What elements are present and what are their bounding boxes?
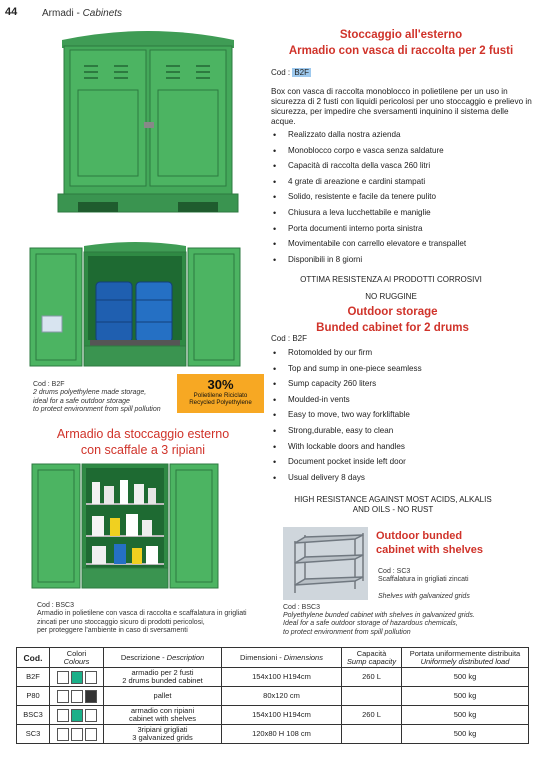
row-description-en: 3 galvanized grids — [132, 733, 193, 742]
row-cod: B2F — [17, 668, 50, 687]
row-cod: SC3 — [17, 725, 50, 744]
list-item: • Usual delivery 8 days — [270, 473, 532, 489]
table-row — [17, 687, 529, 706]
color-swatch — [71, 671, 83, 684]
b2f-title-it-line2: Armadio con vasca di raccolta per 2 fusti — [288, 45, 514, 57]
bsc3-caption-en-line2: Ideal for a safe outdoor storage of hazardous chemicals, — [283, 620, 458, 628]
list-item: • Top and sump in one-piece seamless — [270, 364, 532, 380]
list-item: • Realizzato dalla nostra azienda — [270, 130, 532, 146]
col-dimensions — [222, 648, 342, 668]
col-colors — [50, 648, 104, 668]
row-capacity — [342, 725, 402, 744]
b2f-title-en-line1: Outdoor storage — [347, 306, 438, 318]
table-row — [17, 706, 529, 725]
color-swatch — [85, 690, 97, 703]
row-description-it: armadio con ripiani — [130, 706, 195, 715]
bsc3-caption-line2: zincati per uno stoccaggio sicuro di prodotti pericolosi, — [37, 618, 205, 626]
row-dimensions: 154x100 H194cm — [222, 706, 342, 725]
b2f-title-en-line2: Bunded cabinet for 2 drums — [316, 322, 469, 334]
b2f-caption-line3: to protect environment from spill pollution — [33, 406, 161, 414]
b2f-code — [271, 68, 311, 77]
row-cod: BSC3 — [17, 706, 50, 725]
recycled-label-en: Recycled Polyethylene — [189, 399, 252, 406]
bsc3-cabinet-image — [30, 460, 220, 600]
bsc3-title-line1: Armadio da stoccaggio esterno — [56, 427, 230, 441]
row-description — [104, 687, 222, 706]
col-load — [402, 648, 529, 668]
b2f-caption-line2: ideal for a safe outdoor storage — [33, 397, 130, 405]
color-swatch — [71, 728, 83, 741]
color-swatch — [85, 671, 97, 684]
row-description — [104, 706, 222, 725]
row-load: 500 kg — [402, 668, 529, 687]
color-swatch — [71, 709, 83, 722]
section-title-it: Armadi - — [42, 8, 83, 19]
color-swatch — [85, 709, 97, 722]
bsc3-caption-en-code: Cod : BSC3 — [283, 604, 320, 611]
recycled-badge — [177, 374, 264, 413]
col-colors-it: Colori — [66, 648, 87, 658]
list-item: • Disponibili in 8 giorni — [270, 255, 532, 271]
list-item: • Document pocket inside left door — [270, 457, 532, 473]
list-item: • With lockable doors and handles — [270, 442, 532, 458]
color-swatch — [57, 709, 69, 722]
resistance-note-it — [271, 275, 511, 302]
sc3-caption-en: Shelves with galvanized grids — [378, 593, 470, 600]
col-description-it: Descrizione - — [120, 652, 167, 662]
color-swatch — [57, 671, 69, 684]
row-capacity: 260 L — [342, 706, 402, 725]
sc3-title-line2: cabinet with shelves — [376, 544, 483, 556]
color-swatch — [71, 690, 83, 703]
col-dimensions-it: Dimensioni - — [240, 652, 284, 662]
list-item: • Solido, resistente e facile da tenere pulito — [270, 192, 532, 208]
list-item: • Moulded-in vents — [270, 395, 532, 411]
bsc3-caption — [37, 602, 247, 636]
page-number: 44 — [5, 6, 18, 18]
row-dimensions: 80x120 cm — [222, 687, 342, 706]
b2f-caption-line1: 2 drums polyethylene made storage, — [33, 389, 147, 397]
row-capacity: 260 L — [342, 668, 402, 687]
row-dimensions: 120x80 H 108 cm — [222, 725, 342, 744]
row-capacity — [342, 687, 402, 706]
row-description-en: 2 drums bunded cabinet — [122, 676, 203, 685]
col-capacity — [342, 648, 402, 668]
list-item: • Strong,durable, easy to clean — [270, 426, 532, 442]
col-colors-en: Colours — [63, 656, 90, 666]
bsc3-title-it — [28, 426, 258, 458]
row-colors — [50, 687, 104, 706]
col-cod: Cod. — [17, 648, 50, 668]
list-item: • Chiusura a leva lucchettabile e maniglie — [270, 208, 532, 224]
sc3-caption-it: Scaffalatura in grigliati zincati — [378, 576, 469, 584]
sc3-title — [376, 529, 526, 557]
color-swatch — [85, 728, 97, 741]
list-item: • Sump capacity 260 liters — [270, 379, 532, 395]
col-load-it: Portata uniformemente distribuita — [409, 648, 521, 658]
col-load-en: Uniformely distributed load — [420, 656, 510, 666]
list-item: • Rotomolded by our firm — [270, 348, 532, 364]
row-cod: P80 — [17, 687, 50, 706]
note-en-line1: HIGH RESISTANCE AGAINST MOST ACIDS, ALKALIS — [294, 495, 492, 504]
b2f-caption-code: Cod : B2F — [33, 381, 65, 388]
b2f-caption — [33, 381, 161, 415]
table-header-row — [17, 648, 529, 668]
code-label: Cod : — [271, 68, 293, 77]
b2f-cabinet-open-image — [28, 242, 246, 376]
color-swatch — [57, 728, 69, 741]
row-description — [104, 725, 222, 744]
b2f-code-en: Cod : B2F — [271, 334, 308, 343]
b2f-features-it — [270, 130, 532, 270]
row-description-it: armadio per 2 fusti — [131, 668, 194, 677]
bsc3-caption-line1: Armadio in polietilene con vasca di raccolta e scaffalatura in grigliati — [37, 610, 247, 618]
bsc3-caption-en-line3: to protect environment from spill pollution — [283, 628, 411, 636]
col-description-en: Description — [166, 652, 205, 662]
section-title-en: Cabinets — [82, 8, 123, 19]
list-item: • Monoblocco corpo e vasca senza saldature — [270, 146, 532, 162]
col-capacity-it: Capacità — [356, 648, 387, 658]
row-description-en: cabinet with shelves — [128, 714, 197, 723]
bsc3-caption-line3: per proteggere l'ambiente in caso di sversamenti — [37, 627, 188, 635]
list-item: • Movimentabile con carrello elevatore e transpallet — [270, 239, 532, 255]
note-it-line1: OTTIMA RESISTENZA AI PRODOTTI CORROSIVI — [300, 275, 482, 284]
recycled-label-it: Polietilene Riciclato — [193, 392, 248, 399]
row-dimensions: 154x100 H194cm — [222, 668, 342, 687]
spec-table — [16, 647, 529, 744]
sc3-title-line1: Outdoor bunded — [376, 530, 463, 542]
list-item: • 4 grate di areazione e cardini stampati — [270, 177, 532, 193]
col-description — [104, 648, 222, 668]
recycled-percentage: 30% — [207, 377, 234, 392]
row-description-it: 3ripiani grigliati — [137, 725, 188, 734]
row-description-it: pallet — [153, 691, 172, 700]
bsc3-caption-code: Cod : BSC3 — [37, 602, 74, 609]
sc3-caption-code: Cod : SC3 — [378, 568, 411, 575]
sc3-caption — [378, 568, 469, 585]
row-load: 500 kg — [402, 706, 529, 725]
row-colors — [50, 706, 104, 725]
col-capacity-en: Sump capacity — [346, 656, 397, 666]
row-description — [104, 668, 222, 687]
table-row — [17, 725, 529, 744]
row-colors — [50, 725, 104, 744]
bsc3-title-line2: con scaffale a 3 ripiani — [80, 443, 206, 457]
sc3-shelves-image — [283, 527, 368, 600]
list-item: • Capacità di raccolta della vasca 260 litri — [270, 161, 532, 177]
b2f-description-it: Box con vasca di raccolta monoblocco in polietilene per un uso in sicurezza di 2 fusti con liquidi pericolosi per uno stoccaggio e prelievo in sicurezza, per impedire che sversamenti inquinino il sistema delle acque. — [271, 87, 532, 126]
b2f-title-it — [270, 27, 532, 59]
row-load: 500 kg — [402, 687, 529, 706]
note-en-line2: AND OILS - NO RUST — [352, 505, 434, 514]
list-item: • Porta documenti interno porta sinistra — [270, 224, 532, 240]
row-load: 500 kg — [402, 725, 529, 744]
list-item: • Easy to move, two way forkliftable — [270, 410, 532, 426]
b2f-title-it-line1: Stoccaggio all'esterno — [339, 29, 463, 41]
bsc3-caption-en-line1: Polyethylene bunded cabinet with shelves in galvanized grids. — [283, 612, 475, 620]
resistance-note-en — [273, 495, 513, 515]
row-colors — [50, 668, 104, 687]
col-dimensions-en: Dimensions — [283, 652, 323, 662]
code-value: B2F — [294, 68, 310, 77]
bsc3-caption-en — [283, 604, 475, 637]
table-row — [17, 668, 529, 687]
color-swatch — [57, 690, 69, 703]
b2f-title-en — [271, 304, 514, 336]
note-it-line2: NO RUGGINE — [365, 292, 417, 301]
b2f-cabinet-closed-image — [48, 18, 248, 218]
b2f-features-en — [270, 348, 532, 488]
